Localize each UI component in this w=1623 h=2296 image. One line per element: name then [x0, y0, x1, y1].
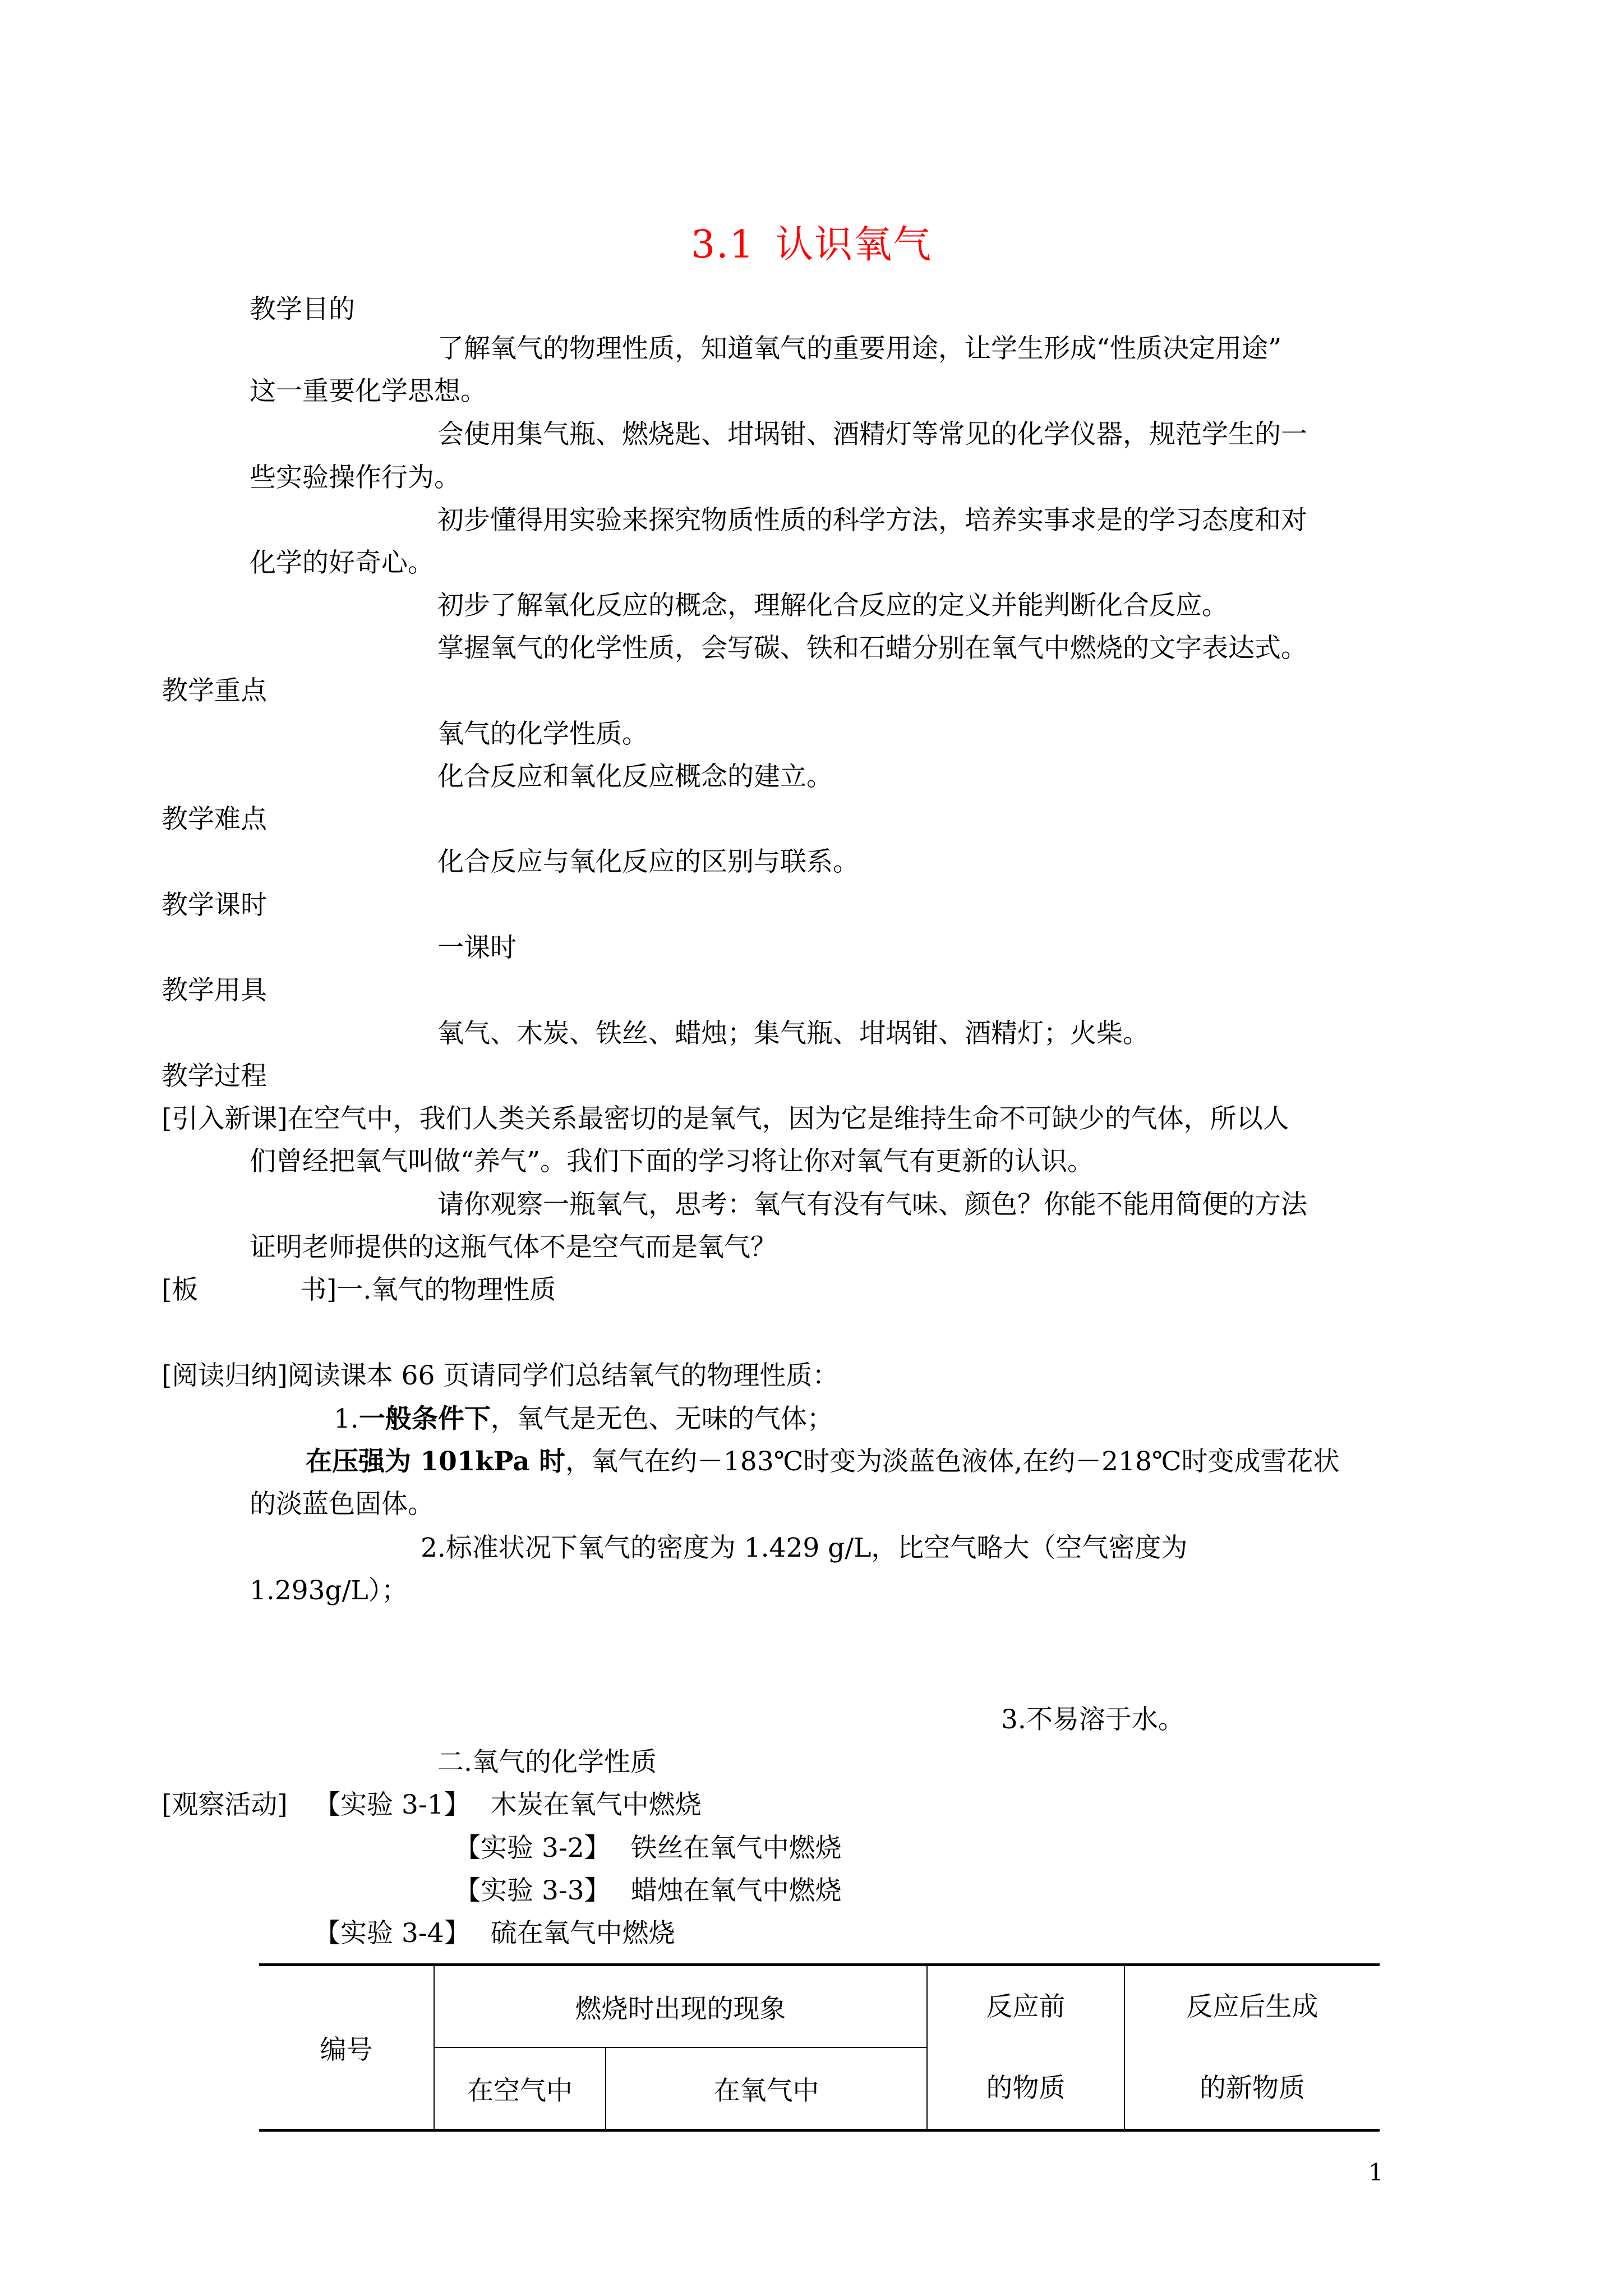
- p1-bold: 一般条件下: [358, 1404, 491, 1434]
- process-heading: 教学过程: [162, 1061, 267, 1092]
- observe-label: [观察活动]: [162, 1789, 288, 1820]
- experiment-1-tag: 【实验 3-1】: [314, 1789, 471, 1820]
- board-open: [板: [162, 1274, 199, 1305]
- experiment-4-desc: 硫在氧气中燃烧: [490, 1918, 675, 1949]
- col-phenomenon-header: 燃烧时出现的现象: [434, 1965, 927, 2048]
- physical-property-2-line2: 1.293g/L）；: [250, 1575, 408, 1606]
- physical-property-1: [334, 1402, 833, 1436]
- materials-value: 氧气、木炭、铁丝、蜡烛；集气瓶、坩埚钳、酒精灯；火柴。: [437, 1018, 1149, 1049]
- experiment-2-desc: 铁丝在氧气中燃烧: [630, 1833, 842, 1864]
- physical-property-3: 3.不易溶于水。: [1001, 1704, 1184, 1735]
- experiment-3-desc: 蜡烛在氧气中燃烧: [630, 1875, 842, 1906]
- col-after-header: [1124, 1965, 1380, 2131]
- physical-property-2-line1: 2.标准状况下氧气的密度为 1.429 g/L，比空气略大（空气密度为: [421, 1533, 1188, 1563]
- experiment-1-desc: 木炭在氧气中燃烧: [490, 1789, 702, 1820]
- p1-rest: ，氧气是无色、无味的气体；: [490, 1404, 833, 1434]
- difficulty-1: 化合反应与氧化反应的区别与联系。: [437, 846, 859, 877]
- experiment-2: [454, 1832, 842, 1865]
- goal-2-line2: 些实验操作行为。: [250, 462, 460, 493]
- sub-air-header: 在空气中: [434, 2047, 606, 2131]
- combustion-table: [259, 1963, 1380, 2132]
- experiment-1: [314, 1788, 702, 1822]
- reading-summary: [阅读归纳]阅读课本 66 页请同学们总结氧气的物理性质：: [162, 1360, 839, 1391]
- goal-1-line1: 了解氧气的物理性质，知道氧气的重要用途，让学生形成“性质决定用途”: [437, 333, 1282, 364]
- goal-5: 掌握氧气的化学性质，会写碳、铁和石蜡分别在氧气中燃烧的文字表达式。: [437, 633, 1307, 664]
- experiment-2-tag: 【实验 3-2】: [454, 1833, 611, 1864]
- sub-oxygen-header: 在氧气中: [606, 2047, 927, 2131]
- page-title: [0, 220, 1623, 270]
- physical-property-1b: [306, 1445, 1339, 1479]
- p1-number: 1.: [334, 1404, 359, 1434]
- col-after-line2: 的新物质: [1200, 2073, 1305, 2104]
- p1b-bold: 在压强为 101kPa 时: [306, 1446, 565, 1477]
- periods-heading: 教学课时: [162, 890, 267, 921]
- experiment-3-tag: 【实验 3-3】: [454, 1875, 611, 1906]
- col-before-header: [927, 1965, 1124, 2131]
- p1b-rest: ，氧气在约－183℃时变为淡蓝色液体,在约－218℃时变成雪花状: [565, 1446, 1340, 1477]
- title-text: 认识氧气: [775, 223, 933, 267]
- page-number: 1: [1368, 2159, 1384, 2186]
- intro-line4: 证明老师提供的这瓶气体不是空气而是氧气？: [250, 1232, 777, 1263]
- intro-line2: 们曾经把氧气叫做“养气”。我们下面的学习将让你对氧气有更新的认识。: [250, 1146, 1094, 1177]
- goal-1-line2: 这一重要化学思想。: [250, 376, 487, 407]
- col-before-line2: 的物质: [986, 2073, 1066, 2104]
- title-number: 3.1: [690, 223, 755, 267]
- key-points-heading: 教学重点: [162, 675, 267, 706]
- goal-2-line1: 会使用集气瓶、燃烧匙、坩埚钳、酒精灯等常见的化学仪器，规范学生的一: [437, 419, 1307, 450]
- materials-heading: 教学用具: [162, 975, 267, 1006]
- experiment-4: [314, 1917, 675, 1950]
- board-text: 书]一.氧气的物理性质: [300, 1274, 556, 1305]
- difficulties-heading: 教学难点: [162, 804, 267, 835]
- col-number-header: 编号: [259, 1965, 434, 2131]
- intro-line3: 请你观察一瓶氧气，思考：氧气有没有气味、颜色？你能不能用简便的方法: [437, 1189, 1307, 1220]
- key-point-1: 氧气的化学性质。: [437, 719, 648, 749]
- physical-property-1b-line2: 的淡蓝色固体。: [250, 1489, 434, 1520]
- experiment-4-tag: 【实验 3-4】: [314, 1918, 471, 1949]
- goal-4: 初步了解氧化反应的概念，理解化合反应的定义并能判断化合反应。: [437, 590, 1228, 621]
- chemical-heading: 二.氧气的化学性质: [437, 1747, 657, 1778]
- intro-line1: [引入新课]在空气中，我们人类关系最密切的是氧气，因为它是维持生命不可缺少的气体，所以人: [162, 1103, 1289, 1134]
- key-point-2: 化合反应和氧化反应概念的建立。: [437, 761, 833, 792]
- experiment-3: [454, 1874, 842, 1908]
- goal-3-line2: 化学的好奇心。: [250, 547, 434, 578]
- goal-3-line1: 初步懂得用实验来探究物质性质的科学方法，培养实事求是的学习态度和对: [437, 505, 1307, 536]
- periods-value: 一课时: [437, 932, 517, 963]
- goals-heading: 教学目的: [250, 294, 355, 325]
- col-after-line1: 反应后生成: [1186, 1991, 1318, 2022]
- col-before-line1: 反应前: [986, 1991, 1066, 2022]
